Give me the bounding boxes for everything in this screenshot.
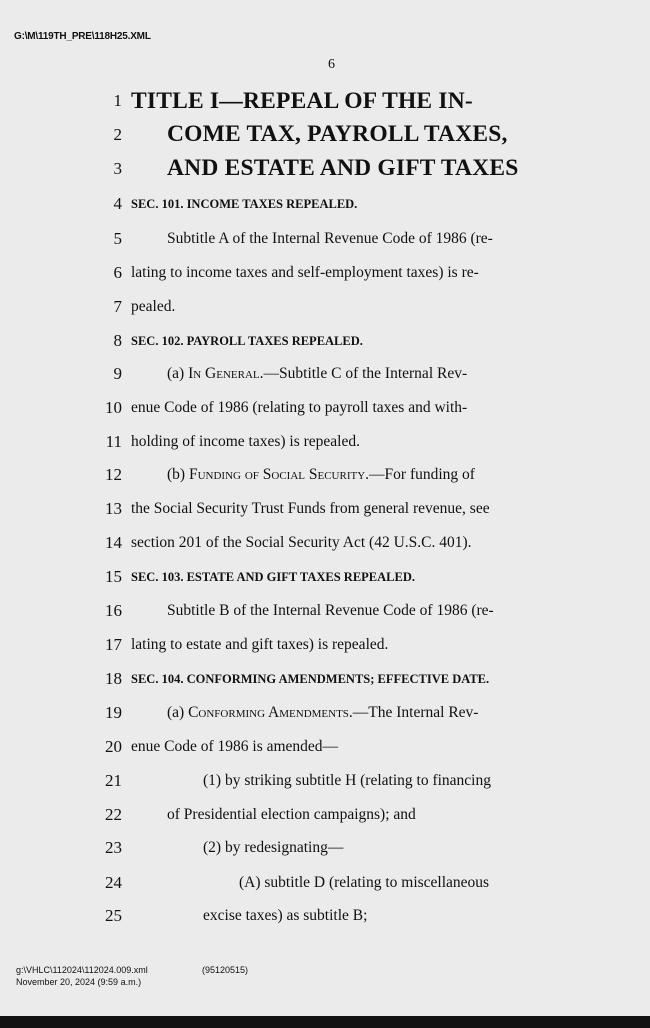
line-number: 17 bbox=[105, 635, 122, 654]
body-line: Subtitle A of the Internal Revenue Code of 1986 (re- bbox=[167, 230, 493, 247]
body-line bbox=[167, 364, 467, 384]
header-file-path: G:\M\119TH_PRE\118H25.XML bbox=[14, 31, 151, 42]
body-line: lating to estate and gift taxes) is repealed. bbox=[131, 636, 389, 653]
footer-date: November 20, 2024 (9:59 a.m.) bbox=[16, 977, 142, 987]
section-heading: SEC. 104. CONFORMING AMENDMENTS; EFFECTIVE DATE. bbox=[131, 672, 490, 686]
line-number: 14 bbox=[105, 533, 122, 552]
section-heading: SEC. 101. INCOME TAXES REPEALED. bbox=[131, 197, 358, 211]
body-line: the Social Security Trust Funds from general revenue, see bbox=[131, 500, 490, 517]
line-number: 18 bbox=[105, 669, 122, 688]
body-line: lating to income taxes and self-employment taxes) is re- bbox=[131, 264, 479, 281]
body-line bbox=[167, 465, 475, 485]
body-line: section 201 of the Social Security Act (42 U.S.C. 401). bbox=[131, 534, 472, 551]
title-line: TITLE I—REPEAL OF THE IN- bbox=[131, 88, 473, 114]
paragraph-heading: Conforming Amendments bbox=[188, 704, 349, 721]
paragraph-heading: Funding of Social Security bbox=[188, 466, 366, 483]
line-number: 20 bbox=[105, 737, 122, 756]
section-heading: SEC. 103. ESTATE AND GIFT TAXES REPEALED. bbox=[131, 570, 415, 584]
line-number: 12 bbox=[105, 465, 122, 484]
line-number: 15 bbox=[105, 567, 122, 586]
body-line: Subtitle B of the Internal Revenue Code of 1986 (re- bbox=[167, 602, 494, 619]
footer-doc-id: (95120515) bbox=[202, 965, 249, 975]
title-line: AND ESTATE AND GIFT TAXES bbox=[167, 155, 519, 181]
line-number: 13 bbox=[105, 499, 122, 518]
line-number: 8 bbox=[113, 331, 122, 350]
body-line: (1) by striking subtitle H (relating to financing bbox=[203, 772, 491, 789]
bottom-bar bbox=[0, 1016, 650, 1028]
line-number: 6 bbox=[113, 263, 122, 282]
body-line: pealed. bbox=[131, 298, 176, 315]
body-line: excise taxes) as subtitle B; bbox=[203, 907, 368, 924]
body-line: of Presidential election campaigns); and bbox=[167, 806, 416, 823]
line-number: 16 bbox=[105, 601, 122, 620]
body-line: enue Code of 1986 (relating to payroll taxes and with- bbox=[131, 399, 468, 416]
paragraph-text: .—Subtitle C of the Internal Rev- bbox=[259, 365, 468, 382]
line-number: 23 bbox=[105, 838, 122, 857]
page-number: 6 bbox=[328, 57, 335, 72]
body-line: (A) subtitle D (relating to miscellaneous bbox=[239, 874, 490, 891]
line-number: 9 bbox=[113, 364, 122, 383]
footer-file-path: g:\VHLC\112024\112024.009.xml bbox=[16, 965, 148, 975]
body-line: holding of income taxes) is repealed. bbox=[131, 433, 360, 450]
line-number: 5 bbox=[113, 229, 122, 248]
line-number: 1 bbox=[113, 91, 122, 110]
paragraph-text: .—For funding of bbox=[365, 466, 475, 483]
body-line: (2) by redesignating— bbox=[203, 839, 344, 856]
line-number: 24 bbox=[105, 873, 122, 892]
line-number: 7 bbox=[113, 297, 122, 316]
body-line: enue Code of 1986 is amended— bbox=[131, 738, 339, 755]
line-number: 2 bbox=[113, 125, 122, 144]
section-heading: SEC. 102. PAYROLL TAXES REPEALED. bbox=[131, 334, 363, 348]
paragraph-text: .—The Internal Rev- bbox=[348, 704, 479, 721]
line-number: 3 bbox=[113, 159, 122, 178]
paragraph-marker: (a) bbox=[167, 365, 189, 382]
line-number: 25 bbox=[105, 906, 122, 925]
line-number: 22 bbox=[105, 805, 122, 824]
line-number: 21 bbox=[105, 771, 122, 790]
line-number: 4 bbox=[113, 194, 122, 213]
line-number: 11 bbox=[105, 432, 122, 451]
line-number: 19 bbox=[105, 703, 122, 722]
paragraph-marker: (b) bbox=[167, 466, 189, 483]
line-number: 10 bbox=[105, 398, 122, 417]
title-line: COME TAX, PAYROLL TAXES, bbox=[167, 121, 508, 147]
paragraph-heading: In General bbox=[188, 365, 260, 382]
body-line bbox=[167, 703, 478, 723]
paragraph-marker: (a) bbox=[167, 704, 189, 721]
